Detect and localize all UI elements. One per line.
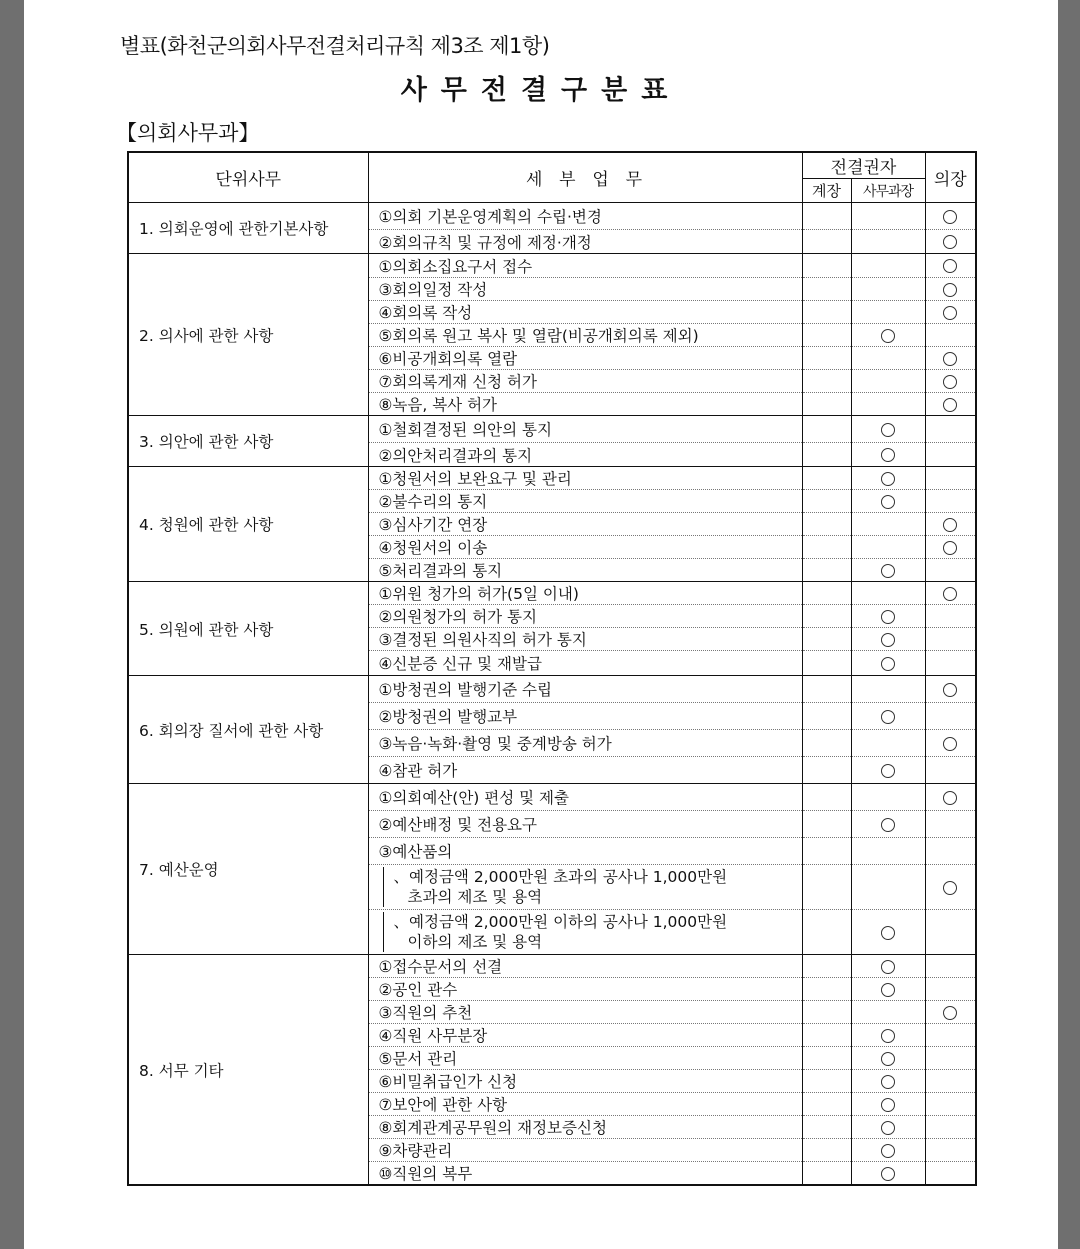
mark-cell-chief [851,605,925,628]
mark-cell-chairman [925,347,976,370]
mark-cell-leader [802,278,851,301]
table-row [128,254,976,278]
mark-cell-leader [802,651,851,676]
mark-cell-chief [851,730,925,757]
mark-cell-leader [802,536,851,559]
detail-task-cell: ④청원서의 이송 [368,536,802,559]
mark-cell-chairman [925,393,976,416]
mark-cell-chairman [925,582,976,605]
mark-cell-chairman [925,784,976,811]
circle-mark-icon [943,259,957,273]
mark-cell-chairman [925,1001,976,1024]
detail-task-cell: ③회의일정 작성 [368,278,802,301]
circle-mark-icon [943,683,957,697]
mark-cell-leader [802,443,851,467]
department-label: 【의회사무과】 [116,121,260,145]
circle-mark-icon [881,1121,895,1135]
detail-task-cell: ⑧녹음, 복사 허가 [368,393,802,416]
circle-mark-icon [943,352,957,366]
mark-cell-leader [802,559,851,582]
mark-cell-leader [802,393,851,416]
mark-cell-chief [851,1139,925,1162]
mark-cell-chairman [925,1093,976,1116]
mark-cell-leader [802,955,851,978]
table-row [128,784,976,811]
detail-task-cell: ⑩직원의 복무 [368,1162,802,1186]
mark-cell-chief [851,811,925,838]
mark-cell-leader [802,582,851,605]
detail-task-cell: ②방청권의 발행교부 [368,703,802,730]
detail-task-cell: ①철회결정된 의안의 통지 [368,416,802,443]
detail-task-cell: ⑤회의록 원고 복사 및 열람(비공개회의록 제외) [368,324,802,347]
detail-task-cell: ④참관 허가 [368,757,802,784]
mark-cell-chairman [925,203,976,230]
mark-cell-chief [851,703,925,730]
mark-cell-leader [802,513,851,536]
mark-cell-leader [802,1093,851,1116]
mark-cell-leader [802,1024,851,1047]
mark-cell-leader [802,703,851,730]
mark-cell-leader [802,301,851,324]
decision-table [127,151,977,1186]
circle-mark-icon [943,1006,957,1020]
mark-cell-leader [802,1001,851,1024]
mark-cell-chief [851,301,925,324]
mark-cell-leader [802,784,851,811]
circle-mark-icon [881,633,895,647]
mark-cell-leader [802,1070,851,1093]
mark-cell-chief [851,467,925,490]
detail-task-cell: ①방청권의 발행기준 수립 [368,676,802,703]
mark-cell-chief [851,582,925,605]
mark-cell-chairman [925,865,976,910]
mark-cell-leader [802,324,851,347]
mark-cell-chairman [925,757,976,784]
mark-cell-chief [851,278,925,301]
circle-mark-icon [943,375,957,389]
mark-cell-chairman [925,443,976,467]
mark-cell-chief [851,443,925,467]
circle-mark-icon [943,737,957,751]
detail-line-2: 초과의 제조 및 용역 [407,888,543,906]
detail-task-cell: ①위원 청가의 허가(5일 이내) [368,582,802,605]
detail-task-cell: ①의회 기본운영계획의 수립·변경 [368,203,802,230]
mark-cell-chief [851,347,925,370]
mark-cell-leader [802,254,851,278]
mark-cell-leader [802,910,851,955]
circle-mark-icon [881,1098,895,1112]
circle-mark-icon [881,1052,895,1066]
table-row [128,582,976,605]
document-page [24,0,1058,1249]
mark-cell-chief [851,838,925,865]
mark-cell-chief [851,757,925,784]
mark-cell-chairman [925,978,976,1001]
mark-cell-chairman [925,730,976,757]
mark-cell-chairman [925,467,976,490]
mark-cell-chairman [925,490,976,513]
table-row [128,467,976,490]
mark-cell-chairman [925,605,976,628]
detail-task-cell: ②공인 관수 [368,978,802,1001]
mark-cell-chairman [925,676,976,703]
mark-cell-leader [802,730,851,757]
circle-mark-icon [881,1075,895,1089]
circle-mark-icon [881,764,895,778]
mark-cell-chief [851,490,925,513]
header-authority: 전결권자 [802,152,925,179]
mark-cell-leader [802,1139,851,1162]
table-body [128,203,976,1186]
detail-task-cell: ⑦회의록게재 신청 허가 [368,370,802,393]
mark-cell-leader [802,370,851,393]
mark-cell-chief [851,865,925,910]
mark-cell-chief [851,651,925,676]
mark-cell-chief [851,910,925,955]
mark-cell-chief [851,628,925,651]
mark-cell-chief [851,230,925,254]
mark-cell-chairman [925,324,976,347]
mark-cell-leader [802,811,851,838]
unit-task-cell: 4. 청원에 관한 사항 [128,467,368,582]
circle-mark-icon [881,1167,895,1181]
mark-cell-leader [802,605,851,628]
table-row [128,203,976,230]
detail-task-cell: ①청원서의 보완요구 및 관리 [368,467,802,490]
detail-task-cell: ②회의규칙 및 규정에 제정·개정 [368,230,802,254]
mark-cell-chief [851,254,925,278]
circle-mark-icon [881,710,895,724]
mark-cell-leader [802,203,851,230]
mark-cell-chairman [925,651,976,676]
circle-mark-icon [943,398,957,412]
circle-mark-icon [881,610,895,624]
mark-cell-leader [802,1162,851,1186]
mark-cell-leader [802,490,851,513]
circle-mark-icon [943,306,957,320]
detail-task-cell: ③심사기간 연장 [368,513,802,536]
document-title: 사무전결구분표 [400,75,682,106]
detail-task-cell: ⑨차량관리 [368,1139,802,1162]
mark-cell-leader [802,757,851,784]
circle-mark-icon [881,960,895,974]
header-team-leader: 계장 [802,179,851,203]
mark-cell-chief [851,1047,925,1070]
mark-cell-chief [851,1070,925,1093]
header-detail: 세 부 업 무 [368,152,802,203]
mark-cell-chief [851,416,925,443]
detail-task-cell: ④신분증 신규 및 재발급 [368,651,802,676]
mark-cell-leader [802,628,851,651]
circle-mark-icon [881,983,895,997]
table-row [128,416,976,443]
detail-task-cell: ⑥비공개회의록 열람 [368,347,802,370]
mark-cell-chief [851,203,925,230]
mark-cell-leader [802,1116,851,1139]
header-office-chief: 사무과장 [851,179,925,203]
mark-cell-leader [802,676,851,703]
mark-cell-leader [802,838,851,865]
circle-mark-icon [943,235,957,249]
mark-cell-chairman [925,1139,976,1162]
mark-cell-leader [802,416,851,443]
detail-task-cell: ①의회소집요구서 접수 [368,254,802,278]
mark-cell-chief [851,513,925,536]
detail-task-cell: ①의회예산(안) 편성 및 제출 [368,784,802,811]
detail-task-cell: ②예산배정 및 전용요구 [368,811,802,838]
mark-cell-chairman [925,513,976,536]
detail-task-cell: ②의안처리결과의 통지 [368,443,802,467]
detail-task-cell: ⑤처리결과의 통지 [368,559,802,582]
mark-cell-chairman [925,1070,976,1093]
unit-task-cell: 8. 서무 기타 [128,955,368,1186]
mark-cell-chairman [925,703,976,730]
circle-mark-icon [881,926,895,940]
mark-cell-chairman [925,559,976,582]
circle-mark-icon [881,472,895,486]
circle-mark-icon [881,1029,895,1043]
mark-cell-chief [851,1093,925,1116]
mark-cell-chairman [925,910,976,955]
mark-cell-chief [851,1001,925,1024]
mark-cell-chief [851,1024,925,1047]
detail-task-cell: ③직원의 추천 [368,1001,802,1024]
detail-task-cell: ④직원 사무분장 [368,1024,802,1047]
detail-task-cell: ④회의록 작성 [368,301,802,324]
mark-cell-leader [802,347,851,370]
unit-task-cell: 1. 의회운영에 관한기본사항 [128,203,368,254]
detail-task-cell: ③결정된 의원사직의 허가 통지 [368,628,802,651]
mark-cell-chief [851,370,925,393]
mark-cell-chairman [925,278,976,301]
circle-mark-icon [881,564,895,578]
detail-task-cell: ⑧회계관계공무원의 재정보증신청 [368,1116,802,1139]
unit-task-cell: 7. 예산운영 [128,784,368,955]
mark-cell-chairman [925,1047,976,1070]
detail-task-cell: ②의원청가의 허가 통지 [368,605,802,628]
detail-task-cell [368,910,802,955]
circle-mark-icon [881,423,895,437]
mark-cell-chairman [925,370,976,393]
mark-cell-chairman [925,838,976,865]
table-row [128,676,976,703]
circle-mark-icon [943,541,957,555]
mark-cell-chief [851,955,925,978]
mark-cell-chief [851,1162,925,1186]
detail-task-cell: ②불수리의 통지 [368,490,802,513]
detail-task-cell: ⑥비밀취급인가 신청 [368,1070,802,1093]
mark-cell-chairman [925,628,976,651]
detail-line-1: 、예정금액 2,000만원 이하의 공사나 1,000만원 [393,913,728,931]
mark-cell-chief [851,978,925,1001]
mark-cell-chief [851,676,925,703]
circle-mark-icon [943,283,957,297]
unit-task-cell: 3. 의안에 관한 사항 [128,416,368,467]
circle-mark-icon [943,791,957,805]
circle-mark-icon [881,1144,895,1158]
mark-cell-leader [802,865,851,910]
detail-task-cell: ③녹음·녹화·촬영 및 중계방송 허가 [368,730,802,757]
mark-cell-leader [802,230,851,254]
detail-line-1: 、예정금액 2,000만원 초과의 공사나 1,000만원 [393,868,728,886]
mark-cell-chairman [925,1162,976,1186]
mark-cell-chief [851,324,925,347]
circle-mark-icon [881,495,895,509]
circle-mark-icon [881,448,895,462]
detail-task-cell: ①접수문서의 선결 [368,955,802,978]
document-header: 별표(화천군의회사무전결처리규칙 제3조 제1항) [120,34,550,58]
header-unit: 단위사무 [128,152,368,203]
unit-task-cell: 5. 의원에 관한 사항 [128,582,368,676]
detail-task-cell: ③예산품의 [368,838,802,865]
mark-cell-chairman [925,1024,976,1047]
circle-mark-icon [943,881,957,895]
circle-mark-icon [881,657,895,671]
mark-cell-chief [851,1116,925,1139]
unit-task-cell: 6. 회의장 질서에 관한 사항 [128,676,368,784]
mark-cell-chief [851,784,925,811]
detail-task-cell: ⑤문서 관리 [368,1047,802,1070]
circle-mark-icon [881,818,895,832]
header-chairman: 의장 [925,152,976,203]
mark-cell-chairman [925,230,976,254]
mark-cell-chief [851,393,925,416]
mark-cell-chairman [925,416,976,443]
mark-cell-chairman [925,1116,976,1139]
mark-cell-chairman [925,811,976,838]
mark-cell-chief [851,559,925,582]
detail-line-2: 이하의 제조 및 용역 [407,933,543,951]
circle-mark-icon [943,587,957,601]
mark-cell-chairman [925,254,976,278]
detail-task-cell: ⑦보안에 관한 사항 [368,1093,802,1116]
mark-cell-chief [851,536,925,559]
circle-mark-icon [881,329,895,343]
mark-cell-chairman [925,536,976,559]
mark-cell-leader [802,1047,851,1070]
circle-mark-icon [943,518,957,532]
circle-mark-icon [943,210,957,224]
mark-cell-leader [802,978,851,1001]
mark-cell-leader [802,467,851,490]
mark-cell-chairman [925,301,976,324]
mark-cell-chairman [925,955,976,978]
table-row [128,955,976,978]
unit-task-cell: 2. 의사에 관한 사항 [128,254,368,416]
detail-task-cell [368,865,802,910]
